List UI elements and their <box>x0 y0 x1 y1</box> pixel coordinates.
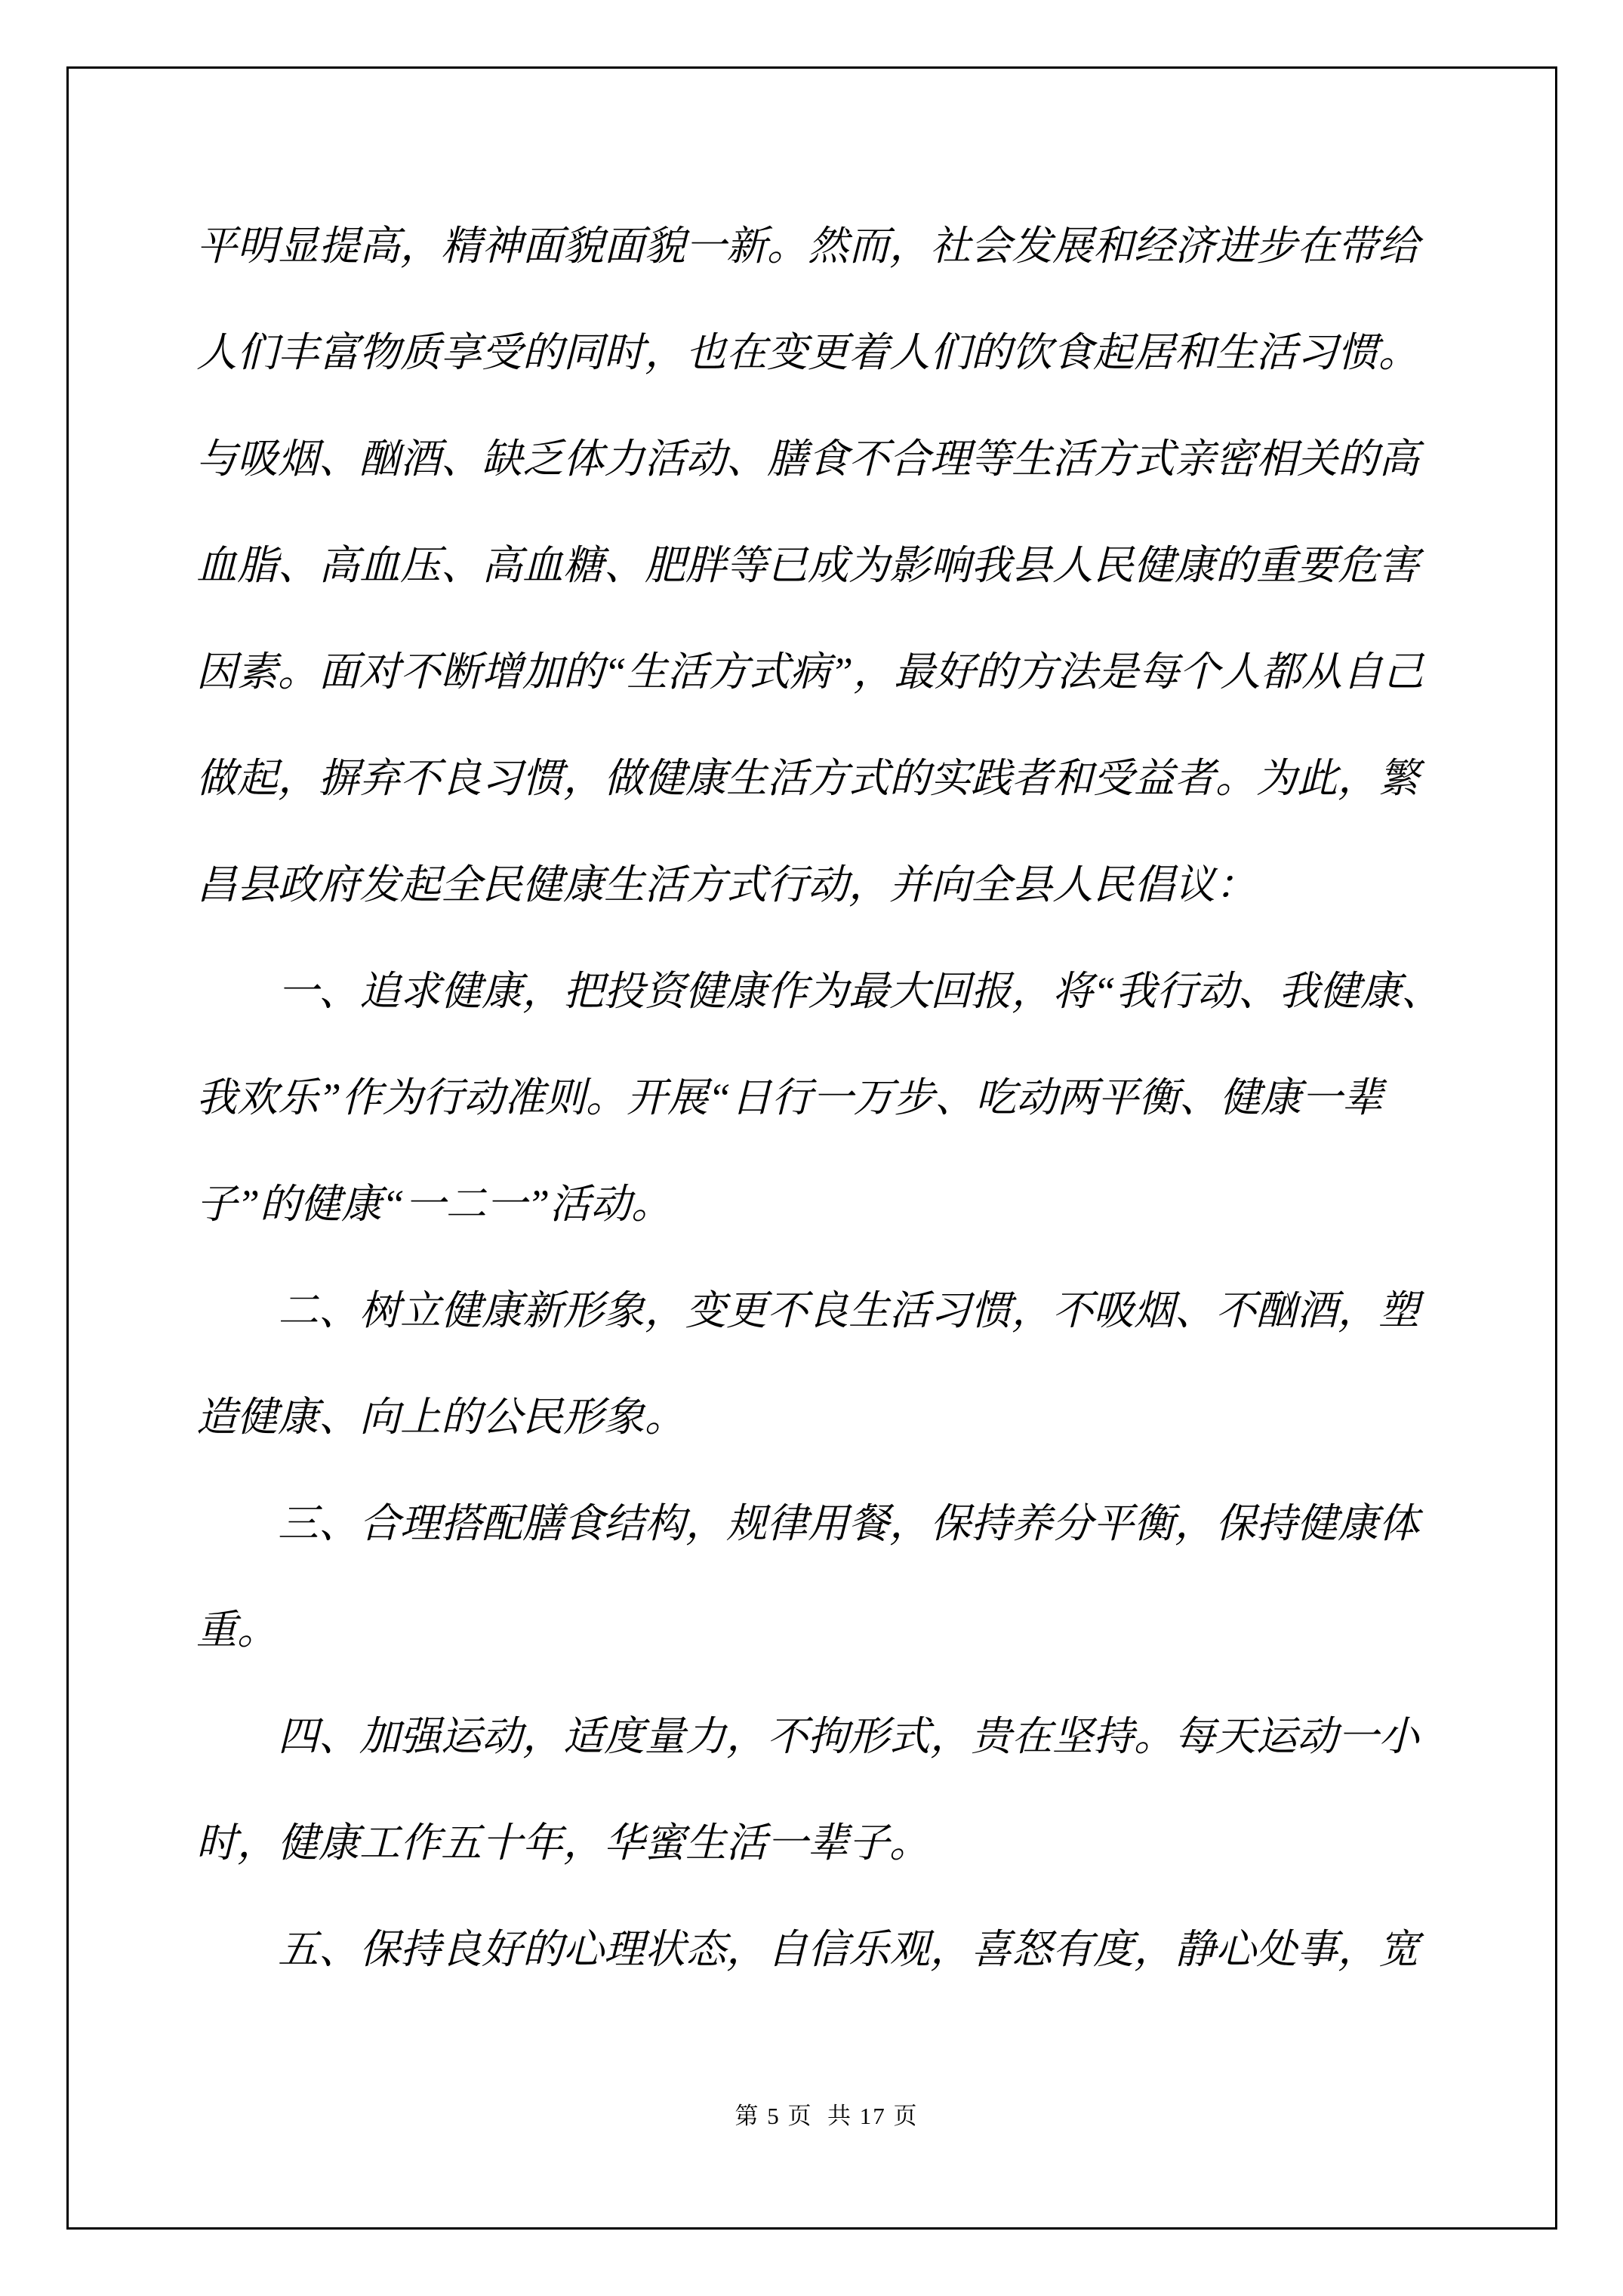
page-footer <box>69 2069 1555 2158</box>
text-line: 时，健康工作五十年，华蜜生活一辈子。 <box>196 1820 930 1866</box>
text-line: 造健康、向上的公民形象。 <box>196 1395 685 1440</box>
document-body <box>196 193 1443 2003</box>
text-line-list-item-1: 一、追求健康，把投资健康作为最大回报，将“我行动、我健康、 <box>278 969 1443 1014</box>
text-line: 人们丰富物质享受的同时，也在变更着人们的饮食起居和生活习惯。 <box>196 330 1419 375</box>
text-line-list-item-3: 三、合理搭配膳食结构，规律用餐，保持养分平衡，保持健康体 <box>278 1501 1419 1546</box>
text-line: 血脂、高血压、高血糖、肥胖等已成为影响我县人民健康的重要危害 <box>196 543 1419 588</box>
text-line: 做起，摒弃不良习惯，做健康生活方式的实践者和受益者。为此，繁 <box>196 756 1419 801</box>
text-line-list-item-5: 五、保持良好的心理状态，自信乐观，喜怒有度，静心处事，宽 <box>278 1927 1419 1972</box>
text-line-list-item-4: 四、加强运动，适度量力，不拘形式，贵在坚持。每天运动一小 <box>278 1714 1419 1759</box>
page-border <box>66 66 1557 2230</box>
text-line: 重。 <box>196 1607 278 1653</box>
text-line: 平明显提高，精神面貌面貌一新。然而，社会发展和经济进步在带给 <box>196 223 1419 269</box>
text-line: 子”的健康“一二一”活动。 <box>196 1182 673 1227</box>
text-line: 我欢乐”作为行动准则。开展“日行一万步、吃动两平衡、健康一辈 <box>196 1075 1384 1120</box>
text-line: 昌县政府发起全民健康生活方式行动，并向全县人民倡议： <box>196 862 1256 908</box>
text-line: 因素。面对不断增加的“生活方式病”，最好的方法是每个人都从自己 <box>196 649 1424 695</box>
page-number-label: 第 5 页 共 17 页 <box>735 2103 919 2129</box>
text-line-list-item-2: 二、树立健康新形象，变更不良生活习惯，不吸烟、不酗酒，塑 <box>278 1288 1419 1333</box>
text-line: 与吸烟、酗酒、缺乏体力活动、膳食不合理等生活方式亲密相关的高 <box>196 436 1419 482</box>
